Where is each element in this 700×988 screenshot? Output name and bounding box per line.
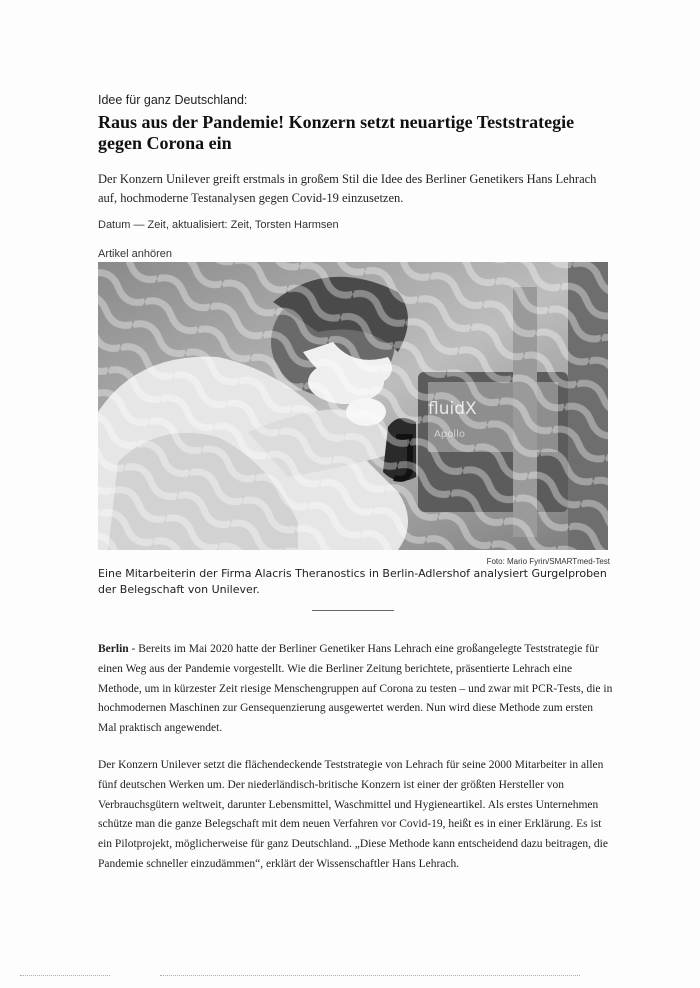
article-kicker: Idee für ganz Deutschland: xyxy=(98,93,248,107)
photo-credit: Foto: Mario Fyrin/SMARTmed-Test xyxy=(486,557,610,566)
article-photo xyxy=(98,262,608,550)
article-meta: Datum — Zeit, aktualisiert: Zeit, Torsten Harmsen xyxy=(98,219,339,231)
lab-worker-photo xyxy=(98,262,608,550)
photo-caption: Eine Mitarbeiterin der Firma Alacris Theranostics in Berlin-Adlershof analysiert Gurgelproben der Belegschaft von Unilever. xyxy=(98,567,607,596)
scan-artifact xyxy=(20,975,110,976)
dateline-city: Berlin xyxy=(98,643,129,655)
listen-to-article-link[interactable]: Artikel anhören xyxy=(98,248,172,260)
body-paragraph-2: Der Konzern Unilever setzt die flächendeckende Teststrategie von Lehrach für seine 2000 Mitarbeiter in allen fünf deutschen Werken um. Der niederländisch-britische Konzern ist einer der größten Hersteller von Verbrauchsgütern weltweit, darunter Lebensmittel, Waschmittel und Hygieneartikel. Als erstes Unternehmen schütze man die ganze Belegschaft mit dem neuen Verfahren vor Covid-19, heißt es in einer Erklärung. Es ist ein Pilotprojekt, möglicherweise für ganz Deutschland. „Diese Methode kann entscheidend dazu beitragen, die Pandemie schneller einzudämmen“, erklärt der Wissenschaftler Hans Lehrach. xyxy=(98,759,608,870)
scan-artifact xyxy=(160,975,580,976)
body-paragraph-1-text: - Bereits im Mai 2020 hatte der Berliner Genetiker Hans Lehrach eine großangelegte Teststrategie für einen Weg aus der Pandemie vorgestellt. Wie die Berliner Zeitung berichtete, präsentierte Lehrach eine Methode, um in kürzester Zeit riesige Menschengruppen auf Corona zu testen – und zwar mit PCR-Tests, die in hochmodernen Maschinen zur Gensequenzierung ausgewertet werden. Nun wird diese Methode zum ersten Mal praktisch angewendet. xyxy=(98,643,613,735)
section-divider xyxy=(312,610,394,611)
body-paragraph-1 xyxy=(98,640,614,739)
article-lead: Der Konzern Unilever greift erstmals in großem Stil die Idee des Berliner Genetikers Hans Lehrach auf, hochmoderne Testanalysen gegen Covid-19 einzusetzen. xyxy=(98,172,597,205)
article-headline: Raus aus der Pandemie! Konzern setzt neuartige Teststrategie gegen Corona ein xyxy=(98,112,575,153)
